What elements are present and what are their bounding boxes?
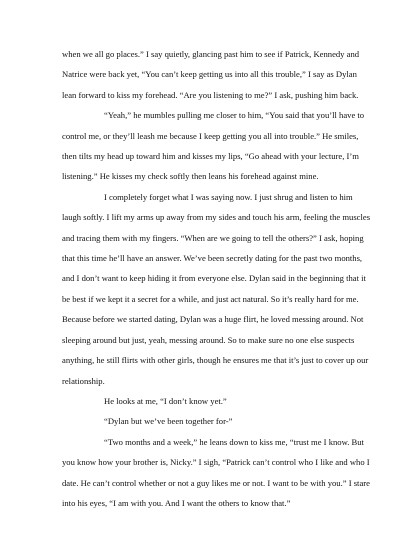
paragraph-5: “Dylan but we’ve been together for-” [104,416,233,427]
paragraph-3: I completely forget what I was saying now. I just shrug and listen to him laugh softly. I lift my arms up away from my sides and touch his arm, feeling the muscles and tracing them with my fingers. “When are we going to tell the others?” I ask, hoping that this time he’ll have an answer. We’ve been secretly dating for the past two months, and I don’t want to keep hiding it from everyone else. Dylan said in the beginning that it be best if we kept it a secret for a while, and just act natural. So it’s really hard for me. Because before we started dating, Dylan was a huge flirt, he loved messing around. Not sleeping around but just, yeah, messing around. So to make sure no one else suspects anything, he still flirts with other girls, though he ensures me that it’s just to cover up our relationship. [62,191,371,386]
paragraph-2: “Yeah,” he mumbles pulling me closer to him, “You said that you’ll have to control me, or they’ll leash me because I keep getting you all into trouble.” He smiles, then tilts my head up toward him and kisses my lips, “Go ahead with your lecture, I’m listening.” He kisses my check softly then leans his forehead against mine. [62,110,365,182]
paragraph-1: when we all go places.” I say quietly, glancing past him to see if Patrick, Kennedy and Natrice were back yet, “You can’t keep getting us into all this trouble,” I say as Dylan lean forward to kiss my forehead. “Are you listening to me?” I ask, pushing him back. [62,49,360,100]
paragraph-4: He looks at me, “I don’t know yet.” [104,395,227,406]
paragraph-6: “Two months and a week,” he leans down to kiss me, “trust me I know. But you know how your brother is, Nicky.” I sigh, “Patrick can’t control who I like and who I date. He can’t control whether or not a guy likes me or not. I want to be with you.” I stare into his eyes, “I am with you. And I want the others to know that.” [62,436,370,508]
